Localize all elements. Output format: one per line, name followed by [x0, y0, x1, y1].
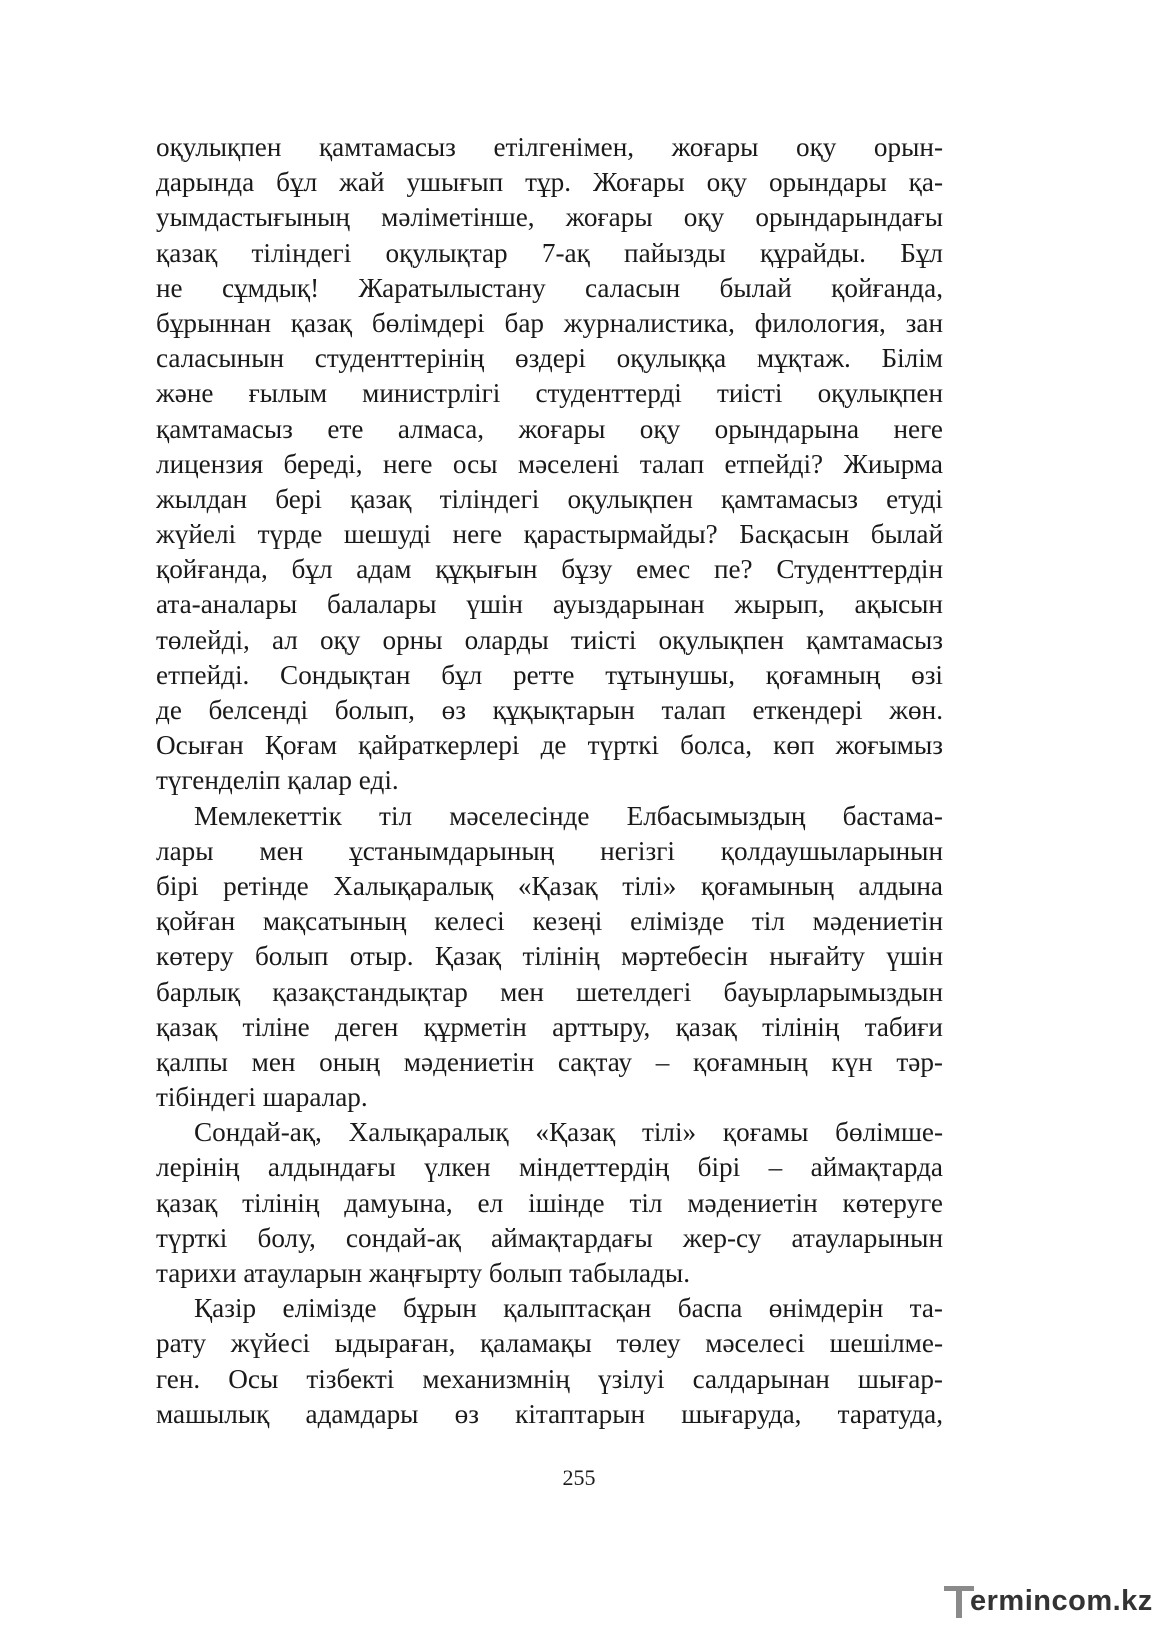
- text-line: қалпы мен оның мәдениетін сақтау – қоғамның күн тәр-: [156, 1046, 943, 1077]
- page-number: 255: [562, 1465, 596, 1490]
- page-body: [156, 130, 943, 1432]
- text-line: ген. Осы тізбекті механизмнің үзілуі салдарынан шығар-: [156, 1363, 943, 1394]
- text-line: дарында бұл жай ушығып тұр. Жоғары оқу орындары қа-: [156, 167, 943, 198]
- text-line: қамтамасыз ете алмаса, жоғары оқу орындарына неге: [156, 413, 943, 444]
- text-line: Сондай-ақ, Халықаралық «Қазақ тілі» қоғамы бөлімше-: [194, 1117, 943, 1148]
- text-line: лицензия береді, неге осы мәселені талап етпейді? Жиырма: [156, 448, 943, 479]
- text-line: көтеру болып отыр. Қазақ тілінің мәртебесін нығайту үшін: [156, 941, 943, 972]
- text-line: машылық адамдары өз кітаптарын шығаруда, таратуда,: [156, 1398, 943, 1429]
- text-line: рату жүйесі ыдыраған, қаламақы төлеу мәселесі шешілме-: [156, 1328, 943, 1359]
- text-line: жылдан бері қазақ тіліндегі оқулықпен қамтамасыз етуді: [156, 483, 943, 514]
- watermark-text: ermincom.kz: [970, 1585, 1153, 1617]
- text-line: түгенделіп қалар еді.: [156, 765, 399, 796]
- text-line: тарихи атауларын жаңғырту болып табылады.: [156, 1258, 690, 1288]
- text-line: оқулықпен қамтамасыз етілгенімен, жоғары оқу орын-: [156, 132, 943, 162]
- text-line: де белсенді болып, өз құқықтарын талап еткендері жөн.: [156, 695, 943, 725]
- text-line: қазақ тілінің дамуына, ел ішінде тіл мәдениетін көтеруге: [156, 1187, 943, 1218]
- text-line: қойғанда, бұл адам құқығын бұзу емес пе? Студенттердін: [156, 554, 943, 585]
- text-line: қазақ тіліндегі оқулықтар 7-ақ пайызды құрайды. Бұл: [156, 237, 943, 268]
- logo-t-stem-icon: [956, 1586, 962, 1618]
- text-line: және ғылым министрлігі студенттерді тиісті оқулықпен: [156, 378, 943, 409]
- text-line: уымдастығының мәліметінше, жоғары оқу орындарындағы: [156, 202, 943, 233]
- text-line: не сұмдық! Жаратылыстану саласын былай қойғанда,: [156, 272, 943, 303]
- text-line: саласынын студенттерінің өздері оқулыққа мұқтаж. Білім: [156, 343, 943, 374]
- text-line: тібіндегі шаралар.: [156, 1082, 368, 1113]
- text-line: бірі ретінде Халықаралық «Қазақ тілі» қоғамының алдына: [156, 870, 943, 901]
- watermark-logo: [944, 1580, 1153, 1624]
- text-line: Мемлекеттік тіл мәселесінде Елбасымыздың бастама-: [194, 800, 943, 831]
- text-line: Осыған Қоғам қайраткерлері де түрткі болса, көп жоғымыз: [156, 730, 943, 761]
- text-line: лары мен ұстанымдарының негізгі қолдаушыларынын: [156, 835, 943, 866]
- text-line: Қазір елімізде бұрын қалыптасқан баспа өнімдерін та-: [194, 1293, 943, 1324]
- text-line: төлейді, ал оқу орны оларды тиісті оқулықпен қамтамасыз: [156, 624, 943, 655]
- text-line: қойған мақсатының келесі кезеңі елімізде тіл мәдениетін: [156, 906, 943, 937]
- text-line: бұрыннан қазақ бөлімдері бар журналистика, филология, зан: [156, 307, 943, 338]
- text-line: лерінің алдындағы үлкен міндеттердің бірі – аймақтарда: [156, 1152, 943, 1183]
- text-line: ата-аналары балалары үшін ауыздарынан жырып, ақысын: [156, 589, 943, 620]
- text-line: жүйелі түрде шешуді неге қарастырмайды? Басқасын былай: [156, 519, 943, 550]
- text-line: қазақ тіліне деген құрметін арттыру, қазақ тілінің табиғи: [156, 1011, 943, 1042]
- text-line: барлық қазақстандықтар мен шетелдегі бауырларымыздын: [156, 976, 943, 1007]
- text-line: түрткі болу, сондай-ақ аймақтардағы жер-су атауларынын: [156, 1222, 943, 1253]
- text-line: етпейді. Сондықтан бұл ретте тұтынушы, қоғамның өзі: [156, 659, 943, 690]
